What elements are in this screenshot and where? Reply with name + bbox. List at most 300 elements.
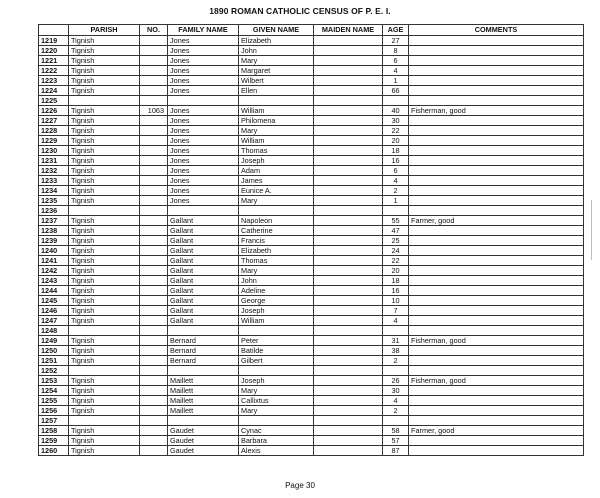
cell-no	[140, 296, 168, 306]
cell-comments: Fisherman, good	[409, 336, 584, 346]
cell-no	[140, 326, 168, 336]
table-row	[39, 436, 584, 446]
cell-comments	[409, 146, 584, 156]
cell-maiden-name	[314, 296, 383, 306]
table-row	[39, 386, 584, 396]
table-row	[39, 256, 584, 266]
cell-id: 1242	[39, 266, 69, 276]
cell-no	[140, 386, 168, 396]
cell-comments	[409, 236, 584, 246]
cell-age: 87	[383, 446, 409, 456]
cell-parish: Tignish	[69, 356, 140, 366]
cell-parish: Tignish	[69, 76, 140, 86]
cell-parish: Tignish	[69, 36, 140, 46]
cell-given-name: Thomas	[239, 146, 314, 156]
cell-family-name: Jones	[168, 156, 239, 166]
census-table	[38, 24, 584, 456]
cell-family-name	[168, 416, 239, 426]
cell-maiden-name	[314, 306, 383, 316]
cell-maiden-name	[314, 136, 383, 146]
cell-parish: Tignish	[69, 156, 140, 166]
cell-family-name: Jones	[168, 116, 239, 126]
cell-maiden-name	[314, 396, 383, 406]
cell-family-name: Gallant	[168, 246, 239, 256]
cell-no	[140, 96, 168, 106]
cell-given-name: Cynac	[239, 426, 314, 436]
cell-family-name: Gaudet	[168, 426, 239, 436]
cell-family-name: Jones	[168, 186, 239, 196]
cell-parish	[69, 366, 140, 376]
cell-parish: Tignish	[69, 436, 140, 446]
cell-maiden-name	[314, 356, 383, 366]
cell-family-name: Maillett	[168, 386, 239, 396]
cell-parish: Tignish	[69, 256, 140, 266]
cell-comments	[409, 196, 584, 206]
cell-maiden-name	[314, 416, 383, 426]
cell-maiden-name	[314, 166, 383, 176]
cell-maiden-name	[314, 226, 383, 236]
cell-parish: Tignish	[69, 246, 140, 256]
table-row	[39, 216, 584, 226]
cell-id: 1239	[39, 236, 69, 246]
cell-given-name: Barbara	[239, 436, 314, 446]
cell-parish: Tignish	[69, 266, 140, 276]
cell-family-name: Gaudet	[168, 446, 239, 456]
cell-parish: Tignish	[69, 276, 140, 286]
cell-comments	[409, 316, 584, 326]
table-row	[39, 276, 584, 286]
cell-family-name: Gallant	[168, 266, 239, 276]
cell-parish: Tignish	[69, 406, 140, 416]
cell-no	[140, 376, 168, 386]
cell-no	[140, 356, 168, 366]
cell-age	[383, 326, 409, 336]
cell-no	[140, 366, 168, 376]
cell-maiden-name	[314, 56, 383, 66]
cell-maiden-name	[314, 196, 383, 206]
cell-id: 1240	[39, 246, 69, 256]
cell-age: 25	[383, 236, 409, 246]
cell-parish: Tignish	[69, 306, 140, 316]
cell-given-name	[239, 96, 314, 106]
table-row	[39, 306, 584, 316]
cell-maiden-name	[314, 276, 383, 286]
header-parish: PARISH	[69, 25, 140, 36]
cell-given-name: William	[239, 316, 314, 326]
table-row	[39, 296, 584, 306]
cell-maiden-name	[314, 186, 383, 196]
cell-id: 1259	[39, 436, 69, 446]
cell-id: 1255	[39, 396, 69, 406]
cell-no	[140, 246, 168, 256]
cell-parish: Tignish	[69, 346, 140, 356]
cell-maiden-name	[314, 426, 383, 436]
table-row	[39, 116, 584, 126]
cell-age: 26	[383, 376, 409, 386]
cell-id: 1224	[39, 86, 69, 96]
cell-maiden-name	[314, 66, 383, 76]
cell-id: 1260	[39, 446, 69, 456]
cell-id: 1254	[39, 386, 69, 396]
cell-parish: Tignish	[69, 186, 140, 196]
cell-age: 1	[383, 76, 409, 86]
cell-family-name: Jones	[168, 56, 239, 66]
cell-age: 40	[383, 106, 409, 116]
cell-id: 1230	[39, 146, 69, 156]
cell-id: 1228	[39, 126, 69, 136]
cell-comments	[409, 126, 584, 136]
cell-comments	[409, 446, 584, 456]
cell-id: 1253	[39, 376, 69, 386]
cell-id: 1256	[39, 406, 69, 416]
cell-no	[140, 436, 168, 446]
cell-family-name: Maillett	[168, 396, 239, 406]
cell-age: 58	[383, 426, 409, 436]
cell-no	[140, 116, 168, 126]
cell-parish: Tignish	[69, 196, 140, 206]
cell-no	[140, 216, 168, 226]
cell-no	[140, 156, 168, 166]
cell-comments	[409, 346, 584, 356]
cell-comments	[409, 386, 584, 396]
header-row	[39, 25, 584, 36]
cell-id: 1247	[39, 316, 69, 326]
cell-maiden-name	[314, 336, 383, 346]
cell-family-name: Gallant	[168, 216, 239, 226]
cell-family-name: Bernard	[168, 346, 239, 356]
cell-no	[140, 336, 168, 346]
cell-age: 38	[383, 346, 409, 356]
cell-comments: Fisherman, good	[409, 106, 584, 116]
cell-comments	[409, 276, 584, 286]
cell-maiden-name	[314, 246, 383, 256]
cell-given-name: Batilde	[239, 346, 314, 356]
cell-comments	[409, 266, 584, 276]
cell-age: 27	[383, 36, 409, 46]
cell-maiden-name	[314, 96, 383, 106]
cell-given-name: Ellen	[239, 86, 314, 96]
cell-id: 1219	[39, 36, 69, 46]
cell-age: 7	[383, 306, 409, 316]
cell-no	[140, 76, 168, 86]
cell-comments	[409, 56, 584, 66]
cell-maiden-name	[314, 436, 383, 446]
cell-id: 1246	[39, 306, 69, 316]
cell-parish: Tignish	[69, 106, 140, 116]
cell-age: 30	[383, 116, 409, 126]
table-row	[39, 336, 584, 346]
cell-family-name: Jones	[168, 166, 239, 176]
cell-no	[140, 406, 168, 416]
cell-age: 2	[383, 406, 409, 416]
cell-given-name: Mary	[239, 386, 314, 396]
scan-edge-mark	[591, 200, 592, 260]
cell-family-name: Jones	[168, 76, 239, 86]
cell-family-name: Gallant	[168, 316, 239, 326]
cell-parish: Tignish	[69, 216, 140, 226]
cell-age: 4	[383, 176, 409, 186]
cell-given-name: Wilbert	[239, 76, 314, 86]
cell-maiden-name	[314, 256, 383, 266]
table-row	[39, 246, 584, 256]
cell-family-name	[168, 206, 239, 216]
cell-age: 55	[383, 216, 409, 226]
cell-family-name: Gallant	[168, 306, 239, 316]
table-row	[39, 366, 584, 376]
cell-no	[140, 236, 168, 246]
cell-age	[383, 206, 409, 216]
table-row	[39, 346, 584, 356]
cell-parish: Tignish	[69, 296, 140, 306]
cell-comments	[409, 86, 584, 96]
cell-age	[383, 96, 409, 106]
cell-given-name	[239, 416, 314, 426]
table-row	[39, 166, 584, 176]
cell-family-name: Jones	[168, 106, 239, 116]
cell-maiden-name	[314, 286, 383, 296]
cell-id: 1225	[39, 96, 69, 106]
cell-age: 6	[383, 166, 409, 176]
cell-id: 1252	[39, 366, 69, 376]
cell-given-name: John	[239, 46, 314, 56]
cell-comments	[409, 176, 584, 186]
cell-maiden-name	[314, 76, 383, 86]
table-row	[39, 376, 584, 386]
cell-family-name: Jones	[168, 176, 239, 186]
cell-age: 30	[383, 386, 409, 396]
cell-comments	[409, 396, 584, 406]
cell-maiden-name	[314, 116, 383, 126]
cell-no	[140, 186, 168, 196]
table-row	[39, 236, 584, 246]
cell-age: 20	[383, 136, 409, 146]
census-title: 1890 ROMAN CATHOLIC CENSUS OF P. E. I.	[209, 6, 391, 16]
cell-given-name: Joseph	[239, 156, 314, 166]
cell-parish: Tignish	[69, 126, 140, 136]
cell-no	[140, 396, 168, 406]
cell-comments	[409, 406, 584, 416]
cell-age: 22	[383, 126, 409, 136]
cell-family-name: Maillett	[168, 376, 239, 386]
cell-comments	[409, 256, 584, 266]
cell-comments	[409, 246, 584, 256]
table-row	[39, 206, 584, 216]
cell-parish: Tignish	[69, 286, 140, 296]
cell-given-name: Peter	[239, 336, 314, 346]
cell-parish: Tignish	[69, 146, 140, 156]
cell-parish: Tignish	[69, 66, 140, 76]
cell-age: 1	[383, 196, 409, 206]
cell-id: 1235	[39, 196, 69, 206]
cell-maiden-name	[314, 366, 383, 376]
cell-family-name: Jones	[168, 66, 239, 76]
cell-no	[140, 36, 168, 46]
cell-comments	[409, 356, 584, 366]
cell-no	[140, 166, 168, 176]
cell-parish: Tignish	[69, 226, 140, 236]
cell-given-name: Mary	[239, 126, 314, 136]
header-maiden-name: MAIDEN NAME	[314, 25, 383, 36]
cell-comments	[409, 66, 584, 76]
cell-id: 1233	[39, 176, 69, 186]
cell-given-name: Alexis	[239, 446, 314, 456]
cell-maiden-name	[314, 156, 383, 166]
cell-family-name: Jones	[168, 136, 239, 146]
cell-no	[140, 56, 168, 66]
cell-age: 18	[383, 146, 409, 156]
cell-id: 1257	[39, 416, 69, 426]
cell-parish: Tignish	[69, 46, 140, 56]
cell-no	[140, 66, 168, 76]
table-row	[39, 186, 584, 196]
cell-given-name: Adeline	[239, 286, 314, 296]
cell-id: 1243	[39, 276, 69, 286]
cell-id: 1245	[39, 296, 69, 306]
cell-parish	[69, 96, 140, 106]
cell-maiden-name	[314, 36, 383, 46]
cell-family-name: Gallant	[168, 296, 239, 306]
cell-comments: Fisherman, good	[409, 376, 584, 386]
cell-no	[140, 86, 168, 96]
header-comments: COMMENTS	[409, 25, 584, 36]
cell-comments	[409, 296, 584, 306]
cell-no: 1063	[140, 106, 168, 116]
cell-id: 1237	[39, 216, 69, 226]
cell-maiden-name	[314, 86, 383, 96]
cell-age: 16	[383, 286, 409, 296]
cell-age: 22	[383, 256, 409, 266]
cell-age: 2	[383, 186, 409, 196]
cell-maiden-name	[314, 316, 383, 326]
table-row	[39, 96, 584, 106]
cell-family-name	[168, 326, 239, 336]
cell-comments	[409, 76, 584, 86]
cell-no	[140, 206, 168, 216]
table-row	[39, 66, 584, 76]
cell-id: 1231	[39, 156, 69, 166]
cell-family-name	[168, 96, 239, 106]
cell-maiden-name	[314, 406, 383, 416]
cell-no	[140, 426, 168, 436]
table-row	[39, 406, 584, 416]
cell-parish	[69, 326, 140, 336]
cell-parish: Tignish	[69, 236, 140, 246]
cell-no	[140, 46, 168, 56]
cell-no	[140, 286, 168, 296]
cell-maiden-name	[314, 266, 383, 276]
cell-no	[140, 276, 168, 286]
cell-age	[383, 416, 409, 426]
cell-parish: Tignish	[69, 336, 140, 346]
cell-age: 31	[383, 336, 409, 346]
cell-no	[140, 126, 168, 136]
cell-family-name: Gallant	[168, 276, 239, 286]
cell-no	[140, 416, 168, 426]
cell-comments	[409, 166, 584, 176]
cell-age: 16	[383, 156, 409, 166]
cell-age: 4	[383, 66, 409, 76]
cell-given-name	[239, 326, 314, 336]
cell-age: 4	[383, 316, 409, 326]
table-row	[39, 326, 584, 336]
cell-no	[140, 306, 168, 316]
table-row	[39, 286, 584, 296]
cell-comments	[409, 226, 584, 236]
cell-no	[140, 266, 168, 276]
cell-family-name: Gallant	[168, 236, 239, 246]
header-age: AGE	[383, 25, 409, 36]
table-row	[39, 356, 584, 366]
table-row	[39, 86, 584, 96]
cell-age: 8	[383, 46, 409, 56]
cell-maiden-name	[314, 386, 383, 396]
cell-id: 1241	[39, 256, 69, 266]
cell-no	[140, 446, 168, 456]
cell-family-name: Gallant	[168, 286, 239, 296]
cell-id: 1223	[39, 76, 69, 86]
cell-id: 1251	[39, 356, 69, 366]
cell-maiden-name	[314, 376, 383, 386]
cell-age: 24	[383, 246, 409, 256]
cell-comments	[409, 156, 584, 166]
cell-maiden-name	[314, 126, 383, 136]
cell-parish: Tignish	[69, 316, 140, 326]
cell-maiden-name	[314, 146, 383, 156]
cell-age: 10	[383, 296, 409, 306]
cell-family-name: Bernard	[168, 356, 239, 366]
cell-id: 1227	[39, 116, 69, 126]
cell-no	[140, 146, 168, 156]
table-row	[39, 316, 584, 326]
cell-comments	[409, 306, 584, 316]
cell-age: 66	[383, 86, 409, 96]
cell-no	[140, 136, 168, 146]
cell-family-name: Gallant	[168, 226, 239, 236]
cell-parish	[69, 416, 140, 426]
table-row	[39, 416, 584, 426]
cell-maiden-name	[314, 206, 383, 216]
cell-parish	[69, 206, 140, 216]
cell-parish: Tignish	[69, 56, 140, 66]
cell-given-name: Joseph	[239, 306, 314, 316]
cell-age	[383, 366, 409, 376]
cell-maiden-name	[314, 176, 383, 186]
cell-id: 1221	[39, 56, 69, 66]
table-row	[39, 196, 584, 206]
cell-maiden-name	[314, 106, 383, 116]
cell-comments	[409, 326, 584, 336]
table-row	[39, 126, 584, 136]
cell-given-name: Francis	[239, 236, 314, 246]
header-no: NO.	[140, 25, 168, 36]
table-row	[39, 56, 584, 66]
cell-no	[140, 256, 168, 266]
cell-given-name: Margaret	[239, 66, 314, 76]
cell-family-name	[168, 366, 239, 376]
cell-id: 1248	[39, 326, 69, 336]
cell-id: 1238	[39, 226, 69, 236]
cell-parish: Tignish	[69, 386, 140, 396]
cell-parish: Tignish	[69, 166, 140, 176]
cell-id: 1236	[39, 206, 69, 216]
table-row	[39, 426, 584, 436]
cell-comments: Farmer, good	[409, 216, 584, 226]
cell-id: 1244	[39, 286, 69, 296]
table-row	[39, 266, 584, 276]
cell-maiden-name	[314, 326, 383, 336]
cell-age: 57	[383, 436, 409, 446]
cell-parish: Tignish	[69, 116, 140, 126]
